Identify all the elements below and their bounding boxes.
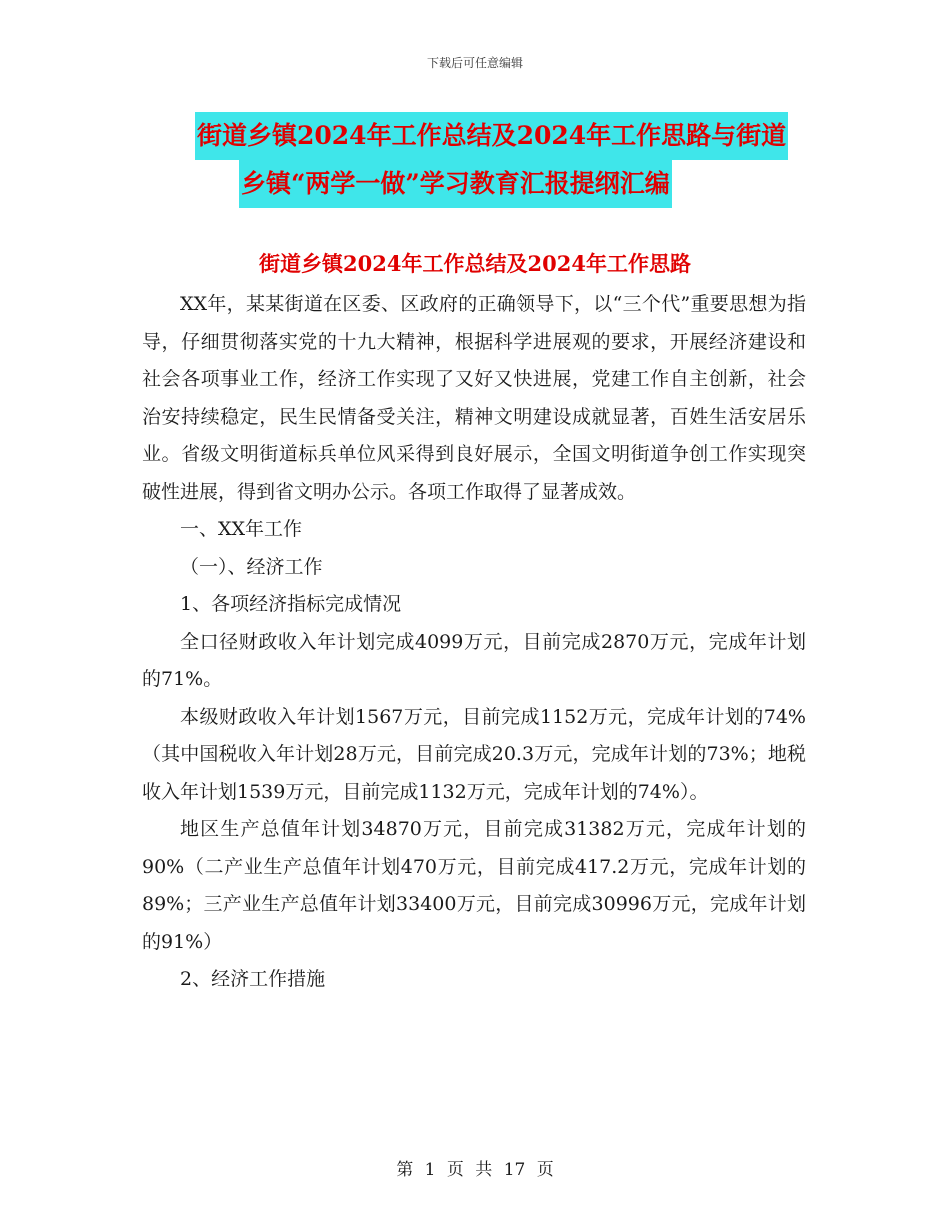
footer-ye-2: 页 <box>536 1160 554 1180</box>
document-title-line-2: 乡镇“两学一做”学习教育汇报提纲汇编 <box>239 160 672 208</box>
paragraph-intro: XX年，某某街道在区委、区政府的正确领导下，以“三个代”重要思想为指导，仔细贯彻落实党的十九大精神，根据科学进展观的要求，开展经济建设和社会各项事业工作，经济工作实现了又好又快进展，党建工作自主创新，社会治安持续稳定，民生民情备受关注，精神文明建设成就显著，百姓生活安居乐业。省级文明街道标兵单位风采得到良好展示，全国文明街道争创工作实现突破性进展，得到省文明办公示。各项工作取得了显著成效。 <box>142 293 806 503</box>
footer-page-number: 1 <box>424 1160 436 1180</box>
section-title: 街道乡镇2024年工作总结及2024年工作思路 <box>259 251 691 276</box>
heading-economic-work: （一）、经济工作 <box>180 555 323 578</box>
heading-part-one: 一、XX年工作 <box>180 518 303 540</box>
footer-gong: 共 <box>475 1160 493 1180</box>
heading-indicators: 1、各项经济指标完成情况 <box>180 593 402 615</box>
paragraph-local-revenue: 本级财政收入年计划1567万元，目前完成1152万元，完成年计划的74%（其中国税收入年计划28万元，目前完成20.3万元，完成年计划的73%；地税收入年计划1539万元，目前完成1132万元，完成年计划的74%）。 <box>142 705 806 803</box>
footer-total-pages: 17 <box>503 1160 526 1180</box>
document-body <box>142 286 806 999</box>
page-footer <box>0 1155 950 1180</box>
heading-measures: 2、经济工作措施 <box>180 968 326 990</box>
document-title-line-1: 街道乡镇2024年工作总结及2024年工作思路与街道 <box>195 112 788 160</box>
paragraph-total-revenue: 全口径财政收入年计划完成4099万元，目前完成2870万元，完成年计划的71%。 <box>142 630 806 690</box>
footer-di: 第 <box>396 1160 414 1180</box>
page-header-note: 下载后可任意编辑 <box>426 56 523 70</box>
paragraph-gdp: 地区生产总值年计划34870万元，目前完成31382万元，完成年计划的90%（二产业生产总值年计划470万元，目前完成417.2万元，完成年计划的89%；三产业生产总值年计划33400万元，目前完成30996万元，完成年计划的91%） <box>142 818 806 953</box>
footer-ye: 页 <box>446 1160 464 1180</box>
document-title <box>195 112 815 208</box>
